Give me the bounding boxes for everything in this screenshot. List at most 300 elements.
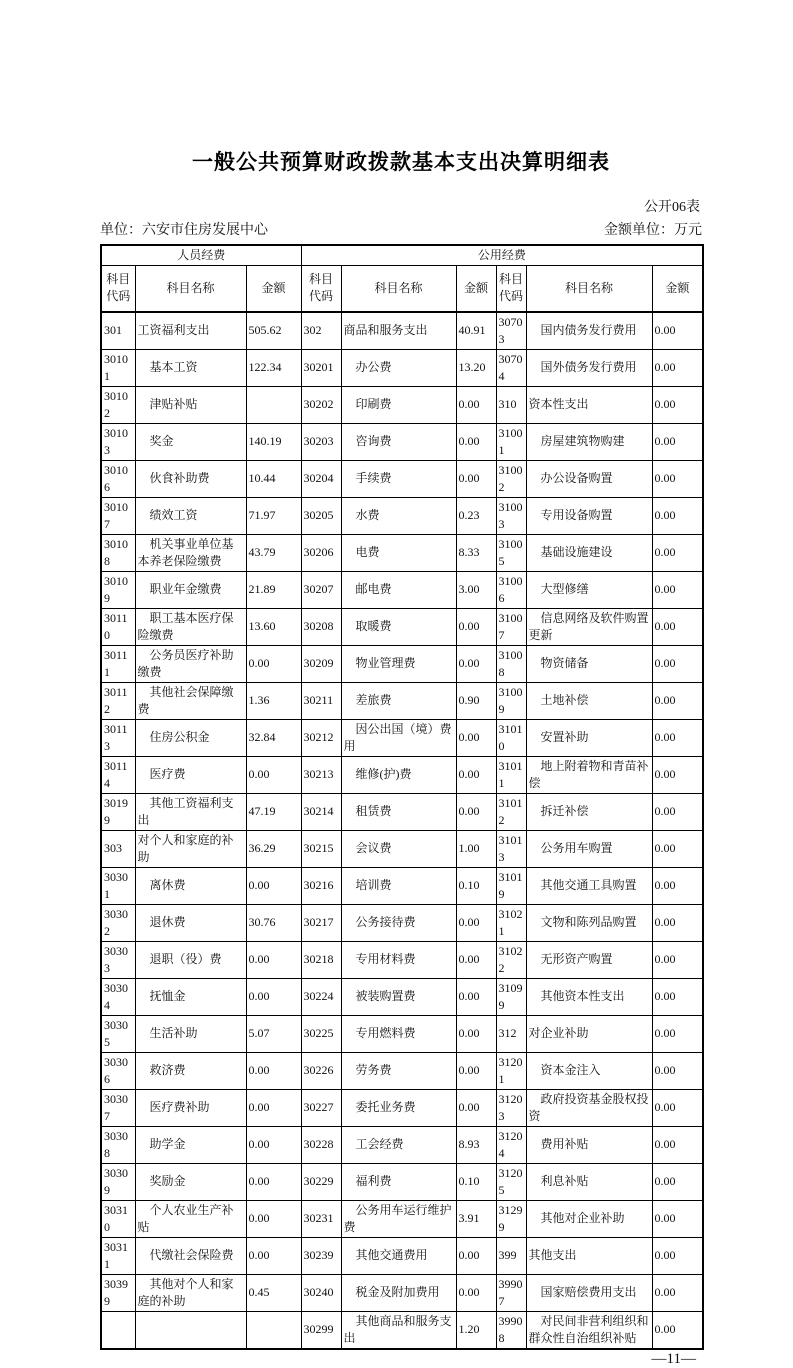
name-cell: 房屋建筑物购建 [526, 423, 652, 460]
table-row [101, 608, 703, 645]
amount-cell: 0.00 [456, 645, 496, 682]
code-cell: 30229 [301, 1163, 341, 1200]
code-cell: 30102 [101, 386, 135, 423]
code-cell: 30215 [301, 830, 341, 867]
code-cell: 30303 [101, 941, 135, 978]
amount-cell: 1.20 [456, 1311, 496, 1349]
column-header-name: 科目名称 [135, 266, 246, 312]
amount-cell: 0.00 [652, 1200, 703, 1237]
amount-cell: 71.97 [246, 497, 301, 534]
amount-unit-label: 金额单位：万元 [604, 223, 702, 238]
name-cell: 对民间非营利组织和群众性自治组织补贴 [526, 1311, 652, 1349]
code-cell [101, 1311, 135, 1349]
meta-row [100, 222, 702, 240]
amount-cell: 0.00 [652, 460, 703, 497]
amount-cell: 0.00 [652, 1237, 703, 1274]
code-cell: 30107 [101, 497, 135, 534]
name-cell: 专用材料费 [341, 941, 456, 978]
code-cell: 303 [101, 830, 135, 867]
column-header-amount: 金额 [456, 266, 496, 312]
code-cell: 30213 [301, 756, 341, 793]
code-cell: 31099 [496, 978, 526, 1015]
name-cell: 公务用车运行维护费 [341, 1200, 456, 1237]
name-cell: 公务员医疗补助缴费 [135, 645, 246, 682]
code-cell: 30103 [101, 423, 135, 460]
name-cell: 租赁费 [341, 793, 456, 830]
table-body [101, 312, 703, 1349]
name-cell: 被装购置费 [341, 978, 456, 1015]
code-cell: 31013 [496, 830, 526, 867]
name-cell: 公务接待费 [341, 904, 456, 941]
code-cell: 30114 [101, 756, 135, 793]
amount-cell: 3.00 [456, 571, 496, 608]
code-cell: 30399 [101, 1274, 135, 1311]
table-row [101, 645, 703, 682]
amount-cell: 0.00 [652, 571, 703, 608]
name-cell: 水费 [341, 497, 456, 534]
amount-cell: 0.00 [246, 1163, 301, 1200]
amount-cell: 0.00 [652, 941, 703, 978]
name-cell: 费用补贴 [526, 1126, 652, 1163]
column-header-code: 科目代码 [496, 266, 526, 312]
code-cell: 30112 [101, 682, 135, 719]
page-title: 一般公共预算财政拨款基本支出决算明细表 [192, 151, 610, 174]
name-cell: 对个人和家庭的补助 [135, 830, 246, 867]
code-cell: 30225 [301, 1015, 341, 1052]
code-cell: 31299 [496, 1200, 526, 1237]
amount-cell: 0.00 [246, 941, 301, 978]
name-cell: 职业年金缴费 [135, 571, 246, 608]
name-cell: 津贴补贴 [135, 386, 246, 423]
name-cell: 办公费 [341, 349, 456, 386]
code-cell: 30111 [101, 645, 135, 682]
code-cell: 30704 [496, 349, 526, 386]
column-header-row [101, 266, 703, 312]
code-cell: 30201 [301, 349, 341, 386]
amount-cell: 0.00 [246, 1052, 301, 1089]
amount-cell: 0.00 [652, 1126, 703, 1163]
amount-cell: 36.29 [246, 830, 301, 867]
amount-cell: 0.00 [456, 460, 496, 497]
amount-cell: 0.00 [652, 1015, 703, 1052]
name-cell: 职工基本医疗保险缴费 [135, 608, 246, 645]
name-cell: 住房公积金 [135, 719, 246, 756]
table-row [101, 1052, 703, 1089]
name-cell: 物资储备 [526, 645, 652, 682]
name-cell: 退职（役）费 [135, 941, 246, 978]
name-cell: 无形资产购置 [526, 941, 652, 978]
code-cell: 30302 [101, 904, 135, 941]
code-cell: 31007 [496, 608, 526, 645]
code-cell: 30106 [101, 460, 135, 497]
name-cell: 其他对个人和家庭的补助 [135, 1274, 246, 1311]
name-cell: 拆迁补偿 [526, 793, 652, 830]
code-cell: 30204 [301, 460, 341, 497]
code-cell: 30703 [496, 312, 526, 350]
amount-cell: 5.07 [246, 1015, 301, 1052]
name-cell: 基本工资 [135, 349, 246, 386]
table-row [101, 1237, 703, 1274]
table-row [101, 460, 703, 497]
code-cell: 30208 [301, 608, 341, 645]
amount-cell: 0.00 [652, 682, 703, 719]
name-cell: 国外债务发行费用 [526, 349, 652, 386]
amount-cell: 0.00 [652, 978, 703, 1015]
name-cell: 公务用车购置 [526, 830, 652, 867]
code-cell: 31204 [496, 1126, 526, 1163]
amount-cell: 0.00 [456, 793, 496, 830]
code-cell: 30240 [301, 1274, 341, 1311]
name-cell: 对企业补助 [526, 1015, 652, 1052]
code-cell: 31201 [496, 1052, 526, 1089]
amount-cell [246, 1311, 301, 1349]
column-header-code: 科目代码 [301, 266, 341, 312]
amount-cell: 8.93 [456, 1126, 496, 1163]
column-header-amount: 金额 [246, 266, 301, 312]
name-cell: 个人农业生产补贴 [135, 1200, 246, 1237]
amount-cell: 0.10 [456, 867, 496, 904]
name-cell: 其他交通费用 [341, 1237, 456, 1274]
amount-cell: 0.00 [246, 978, 301, 1015]
code-cell: 31203 [496, 1089, 526, 1126]
amount-cell: 3.91 [456, 1200, 496, 1237]
table-row [101, 682, 703, 719]
amount-cell: 32.84 [246, 719, 301, 756]
name-cell: 物业管理费 [341, 645, 456, 682]
amount-cell: 0.00 [246, 1200, 301, 1237]
table-row [101, 1015, 703, 1052]
name-cell: 因公出国（境）费用 [341, 719, 456, 756]
name-cell: 专用燃料费 [341, 1015, 456, 1052]
table-row [101, 867, 703, 904]
name-cell: 医疗费补助 [135, 1089, 246, 1126]
name-cell: 基础设施建设 [526, 534, 652, 571]
document-content [100, 0, 702, 1368]
table-number-label: 公开06表 [644, 200, 700, 215]
amount-cell: 0.00 [456, 608, 496, 645]
code-cell: 31019 [496, 867, 526, 904]
name-cell: 手续费 [341, 460, 456, 497]
code-cell: 30214 [301, 793, 341, 830]
amount-cell: 0.00 [652, 645, 703, 682]
name-cell: 维修(护)费 [341, 756, 456, 793]
code-cell: 31205 [496, 1163, 526, 1200]
amount-cell: 140.19 [246, 423, 301, 460]
code-cell: 31002 [496, 460, 526, 497]
table-row [101, 349, 703, 386]
code-cell: 31009 [496, 682, 526, 719]
table-row [101, 534, 703, 571]
table-row [101, 1126, 703, 1163]
name-cell: 文物和陈列品购置 [526, 904, 652, 941]
name-cell: 商品和服务支出 [341, 312, 456, 350]
table-row [101, 904, 703, 941]
name-cell: 专用设备购置 [526, 497, 652, 534]
name-cell: 工资福利支出 [135, 312, 246, 350]
amount-cell: 0.00 [246, 1089, 301, 1126]
amount-cell: 0.00 [652, 830, 703, 867]
amount-cell: 0.00 [456, 1237, 496, 1274]
amount-cell: 21.89 [246, 571, 301, 608]
code-cell: 30199 [101, 793, 135, 830]
name-cell: 电费 [341, 534, 456, 571]
code-cell: 30211 [301, 682, 341, 719]
code-cell: 30113 [101, 719, 135, 756]
code-cell: 30108 [101, 534, 135, 571]
name-cell: 政府投资基金股权投资 [526, 1089, 652, 1126]
group-header-public: 公用经费 [301, 245, 703, 266]
code-cell: 30239 [301, 1237, 341, 1274]
group-header-personnel: 人员经费 [101, 245, 301, 266]
amount-cell: 13.60 [246, 608, 301, 645]
name-cell: 其他资本性支出 [526, 978, 652, 1015]
amount-cell: 0.00 [652, 1311, 703, 1349]
column-header-amount: 金额 [652, 266, 703, 312]
amount-cell: 8.33 [456, 534, 496, 571]
code-cell: 301 [101, 312, 135, 350]
amount-cell: 1.00 [456, 830, 496, 867]
code-cell: 30203 [301, 423, 341, 460]
code-cell: 30304 [101, 978, 135, 1015]
name-cell: 利息补贴 [526, 1163, 652, 1200]
code-cell: 30109 [101, 571, 135, 608]
amount-cell: 10.44 [246, 460, 301, 497]
amount-cell: 0.23 [456, 497, 496, 534]
name-cell: 办公设备购置 [526, 460, 652, 497]
amount-cell: 0.00 [652, 1274, 703, 1311]
name-cell: 救济费 [135, 1052, 246, 1089]
code-cell: 31005 [496, 534, 526, 571]
amount-cell [246, 386, 301, 423]
amount-cell: 43.79 [246, 534, 301, 571]
code-cell: 39908 [496, 1311, 526, 1349]
code-cell: 30217 [301, 904, 341, 941]
name-cell: 邮电费 [341, 571, 456, 608]
name-cell: 退休费 [135, 904, 246, 941]
amount-cell: 0.00 [652, 904, 703, 941]
code-cell: 399 [496, 1237, 526, 1274]
code-cell: 30202 [301, 386, 341, 423]
page-number: —11— [651, 1350, 696, 1367]
name-cell: 劳务费 [341, 1052, 456, 1089]
amount-cell: 0.00 [246, 756, 301, 793]
name-cell: 其他商品和服务支出 [341, 1311, 456, 1349]
amount-cell: 0.10 [456, 1163, 496, 1200]
column-header-code: 科目代码 [101, 266, 135, 312]
amount-cell: 0.00 [652, 793, 703, 830]
code-cell: 302 [301, 312, 341, 350]
code-cell: 31003 [496, 497, 526, 534]
code-cell: 31021 [496, 904, 526, 941]
amount-cell: 0.45 [246, 1274, 301, 1311]
name-cell: 会议费 [341, 830, 456, 867]
code-cell: 312 [496, 1015, 526, 1052]
code-cell: 31008 [496, 645, 526, 682]
name-cell: 国内债务发行费用 [526, 312, 652, 350]
name-cell: 医疗费 [135, 756, 246, 793]
name-cell: 国家赔偿费用支出 [526, 1274, 652, 1311]
name-cell: 福利费 [341, 1163, 456, 1200]
amount-cell: 0.00 [456, 941, 496, 978]
name-cell: 奖金 [135, 423, 246, 460]
amount-cell: 47.19 [246, 793, 301, 830]
amount-cell: 0.00 [652, 1052, 703, 1089]
code-cell: 31011 [496, 756, 526, 793]
table-row [101, 793, 703, 830]
amount-cell: 0.00 [652, 423, 703, 460]
name-cell: 大型修缮 [526, 571, 652, 608]
code-cell: 30110 [101, 608, 135, 645]
table-row [101, 312, 703, 350]
name-cell: 印刷费 [341, 386, 456, 423]
table-row [101, 941, 703, 978]
name-cell: 抚恤金 [135, 978, 246, 1015]
name-cell: 资本金注入 [526, 1052, 652, 1089]
code-cell: 30212 [301, 719, 341, 756]
amount-cell: 0.00 [456, 1089, 496, 1126]
amount-cell: 0.00 [456, 978, 496, 1015]
code-cell: 30231 [301, 1200, 341, 1237]
amount-cell: 0.00 [456, 1052, 496, 1089]
name-cell [135, 1311, 246, 1349]
name-cell: 伙食补助费 [135, 460, 246, 497]
name-cell: 委托业务费 [341, 1089, 456, 1126]
amount-cell: 0.00 [652, 386, 703, 423]
column-header-name: 科目名称 [526, 266, 652, 312]
name-cell: 离休费 [135, 867, 246, 904]
amount-cell: 0.00 [652, 608, 703, 645]
code-cell: 30311 [101, 1237, 135, 1274]
name-cell: 信息网络及软件购置更新 [526, 608, 652, 645]
code-cell: 31006 [496, 571, 526, 608]
amount-cell: 0.00 [652, 1163, 703, 1200]
table-row [101, 756, 703, 793]
name-cell: 地上附着物和青苗补偿 [526, 756, 652, 793]
table-row [101, 1089, 703, 1126]
name-cell: 差旅费 [341, 682, 456, 719]
amount-cell: 0.00 [246, 1237, 301, 1274]
code-cell: 30209 [301, 645, 341, 682]
budget-detail-table [100, 244, 704, 1350]
amount-cell: 0.00 [652, 534, 703, 571]
amount-cell: 0.90 [456, 682, 496, 719]
code-cell: 31001 [496, 423, 526, 460]
code-cell: 30307 [101, 1089, 135, 1126]
table-row [101, 1274, 703, 1311]
table-row [101, 1311, 703, 1349]
name-cell: 税金及附加费用 [341, 1274, 456, 1311]
name-cell: 工会经费 [341, 1126, 456, 1163]
code-cell: 30218 [301, 941, 341, 978]
amount-cell: 0.00 [652, 719, 703, 756]
amount-cell: 0.00 [456, 386, 496, 423]
table-row [101, 1200, 703, 1237]
code-cell: 30306 [101, 1052, 135, 1089]
amount-cell: 0.00 [456, 719, 496, 756]
amount-cell: 0.00 [456, 904, 496, 941]
amount-cell: 505.62 [246, 312, 301, 350]
name-cell: 土地补偿 [526, 682, 652, 719]
amount-cell: 0.00 [652, 867, 703, 904]
code-cell: 30216 [301, 867, 341, 904]
amount-cell: 122.34 [246, 349, 301, 386]
amount-cell: 0.00 [456, 1274, 496, 1311]
code-cell: 30228 [301, 1126, 341, 1163]
code-cell: 310 [496, 386, 526, 423]
name-cell: 代缴社会保险费 [135, 1237, 246, 1274]
table-row [101, 571, 703, 608]
code-cell: 30206 [301, 534, 341, 571]
name-cell: 奖励金 [135, 1163, 246, 1200]
name-cell: 其他工资福利支出 [135, 793, 246, 830]
amount-cell: 0.00 [246, 1126, 301, 1163]
name-cell: 机关事业单位基本养老保险缴费 [135, 534, 246, 571]
code-cell: 31012 [496, 793, 526, 830]
code-cell: 30305 [101, 1015, 135, 1052]
amount-cell: 0.00 [456, 1015, 496, 1052]
code-cell: 30226 [301, 1052, 341, 1089]
name-cell: 资本性支出 [526, 386, 652, 423]
name-cell: 其他社会保障缴费 [135, 682, 246, 719]
amount-cell: 0.00 [652, 312, 703, 350]
amount-cell: 1.36 [246, 682, 301, 719]
table-row [101, 386, 703, 423]
name-cell: 取暖费 [341, 608, 456, 645]
table-row [101, 719, 703, 756]
code-cell: 30308 [101, 1126, 135, 1163]
name-cell: 绩效工资 [135, 497, 246, 534]
amount-cell: 0.00 [652, 756, 703, 793]
table-row [101, 497, 703, 534]
name-cell: 咨询费 [341, 423, 456, 460]
code-cell: 30299 [301, 1311, 341, 1349]
code-cell: 30207 [301, 571, 341, 608]
amount-cell: 13.20 [456, 349, 496, 386]
unit-label: 单位：六安市住房发展中心 [100, 223, 268, 238]
name-cell: 助学金 [135, 1126, 246, 1163]
amount-cell: 40.91 [456, 312, 496, 350]
amount-cell: 30.76 [246, 904, 301, 941]
name-cell: 其他交通工具购置 [526, 867, 652, 904]
name-cell: 其他支出 [526, 1237, 652, 1274]
code-cell: 30310 [101, 1200, 135, 1237]
amount-cell: 0.00 [652, 349, 703, 386]
code-cell: 39907 [496, 1274, 526, 1311]
code-cell: 30101 [101, 349, 135, 386]
code-cell: 30301 [101, 867, 135, 904]
code-cell: 31022 [496, 941, 526, 978]
column-header-name: 科目名称 [341, 266, 456, 312]
code-cell: 30227 [301, 1089, 341, 1126]
amount-cell: 0.00 [652, 1089, 703, 1126]
amount-cell: 0.00 [456, 423, 496, 460]
group-header-row [101, 245, 703, 266]
name-cell: 其他对企业补助 [526, 1200, 652, 1237]
code-cell: 30309 [101, 1163, 135, 1200]
amount-cell: 0.00 [246, 867, 301, 904]
amount-cell: 0.00 [652, 497, 703, 534]
name-cell: 培训费 [341, 867, 456, 904]
amount-cell: 0.00 [246, 645, 301, 682]
code-cell: 30205 [301, 497, 341, 534]
amount-cell: 0.00 [456, 756, 496, 793]
name-cell: 安置补助 [526, 719, 652, 756]
table-row [101, 423, 703, 460]
name-cell: 生活补助 [135, 1015, 246, 1052]
code-cell: 30224 [301, 978, 341, 1015]
table-row [101, 978, 703, 1015]
code-cell: 31010 [496, 719, 526, 756]
